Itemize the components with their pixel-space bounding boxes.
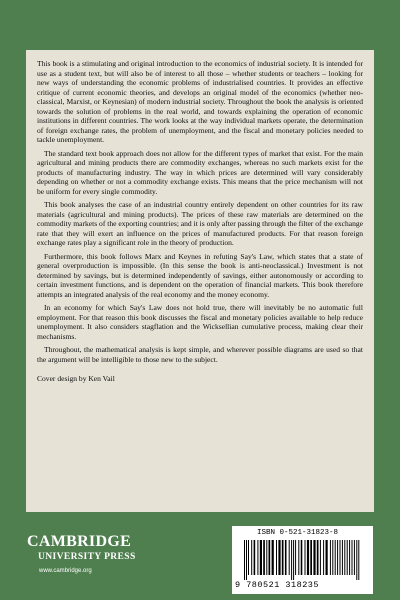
isbn-label: ISBN 0-521-31823-8 [257, 529, 339, 537]
barcode-panel [232, 526, 373, 594]
blurb-paragraph-6: Throughout, the mathematical analysis is kept simple, and wherever possible diagrams are used so that the argument will be intelligible to those new to the subject. [37, 345, 363, 364]
blurb-paragraph-2: The standard text book approach does not allow for the different types of market that exist. For the main agricultural and mining products there are commodity exchanges, whereas no such markets exist for the products of manufacturing industry. The way in which prices are determined will vary considerably depending on whether or not a commodity exchange exists. This means that the price mechanism will not be uniform for every single commodity. [37, 148, 363, 196]
publisher-url: www.cambridge.org [39, 568, 92, 574]
ean-number: 9 780521 318235 [235, 580, 320, 590]
cover-footer [27, 526, 373, 596]
blurb-panel [26, 50, 374, 512]
publisher-subtitle: UNIVERSITY PRESS [38, 552, 136, 562]
blurb-paragraph-4: Furthermore, this book follows Marx and Keynes in refuting Say's Law, which states that a state of general overproduction is impossible. (In this sense the book is anti-neoclassical.) Investment is not determined by savings, but is determined independently of savings, either autonomously or according to certain investment functions, and is dependent on the operation of financial markets. This book therefore attempts an integrated analysis of the real economy and the money economy. [37, 251, 363, 299]
blurb-paragraph-5: In an economy for which Say's Law does not hold true, there will inevitably be no automatic full employment. For that reason this book discusses the fiscal and monetary policies available to help reduce unemployment. It also considers stagflation and the Wicksellian cumulative process, making clear their mechanisms. [37, 303, 363, 341]
blurb-paragraph-1: This book is a stimulating and original introduction to the economics of industrial society. It is intended for use as a student text, but will also be of interest to all those – whether students or teachers – looking for new ways of understanding the economic problems of industrialised countries. It provides an effective critique of current economic theories, and develops an original model of the economics (whether neo-classical, Marxist, or Keynesian) of modern industrial society. Throughout the book the analysis is oriented towards the solution of problems in the real world, and towards explaining the operation of economic institutions in different countries. The work looks at the way individual markets operate, the determination of foreign exchange rates, the problem of unemployment, and the fiscal and monetary policies needed to tackle unemployment. [37, 59, 363, 144]
publisher-logo: CAMBRIDGE [27, 533, 132, 550]
barcode [244, 540, 362, 580]
blurb-paragraph-3: This book analyses the case of an industrial country entirely dependent on other countries for its raw materials (agricultural and mining products). The prices of these raw materials are determined on the commodity markets of the exporting countries; and it is only after passing through the filter of the exchange rate that they will exert an influence on the prices of manufactured products. For that reason foreign exchange rates play a significant role in the theory of production. [37, 200, 363, 247]
cover-design-credit: Cover design by Ken Vail [37, 374, 115, 383]
